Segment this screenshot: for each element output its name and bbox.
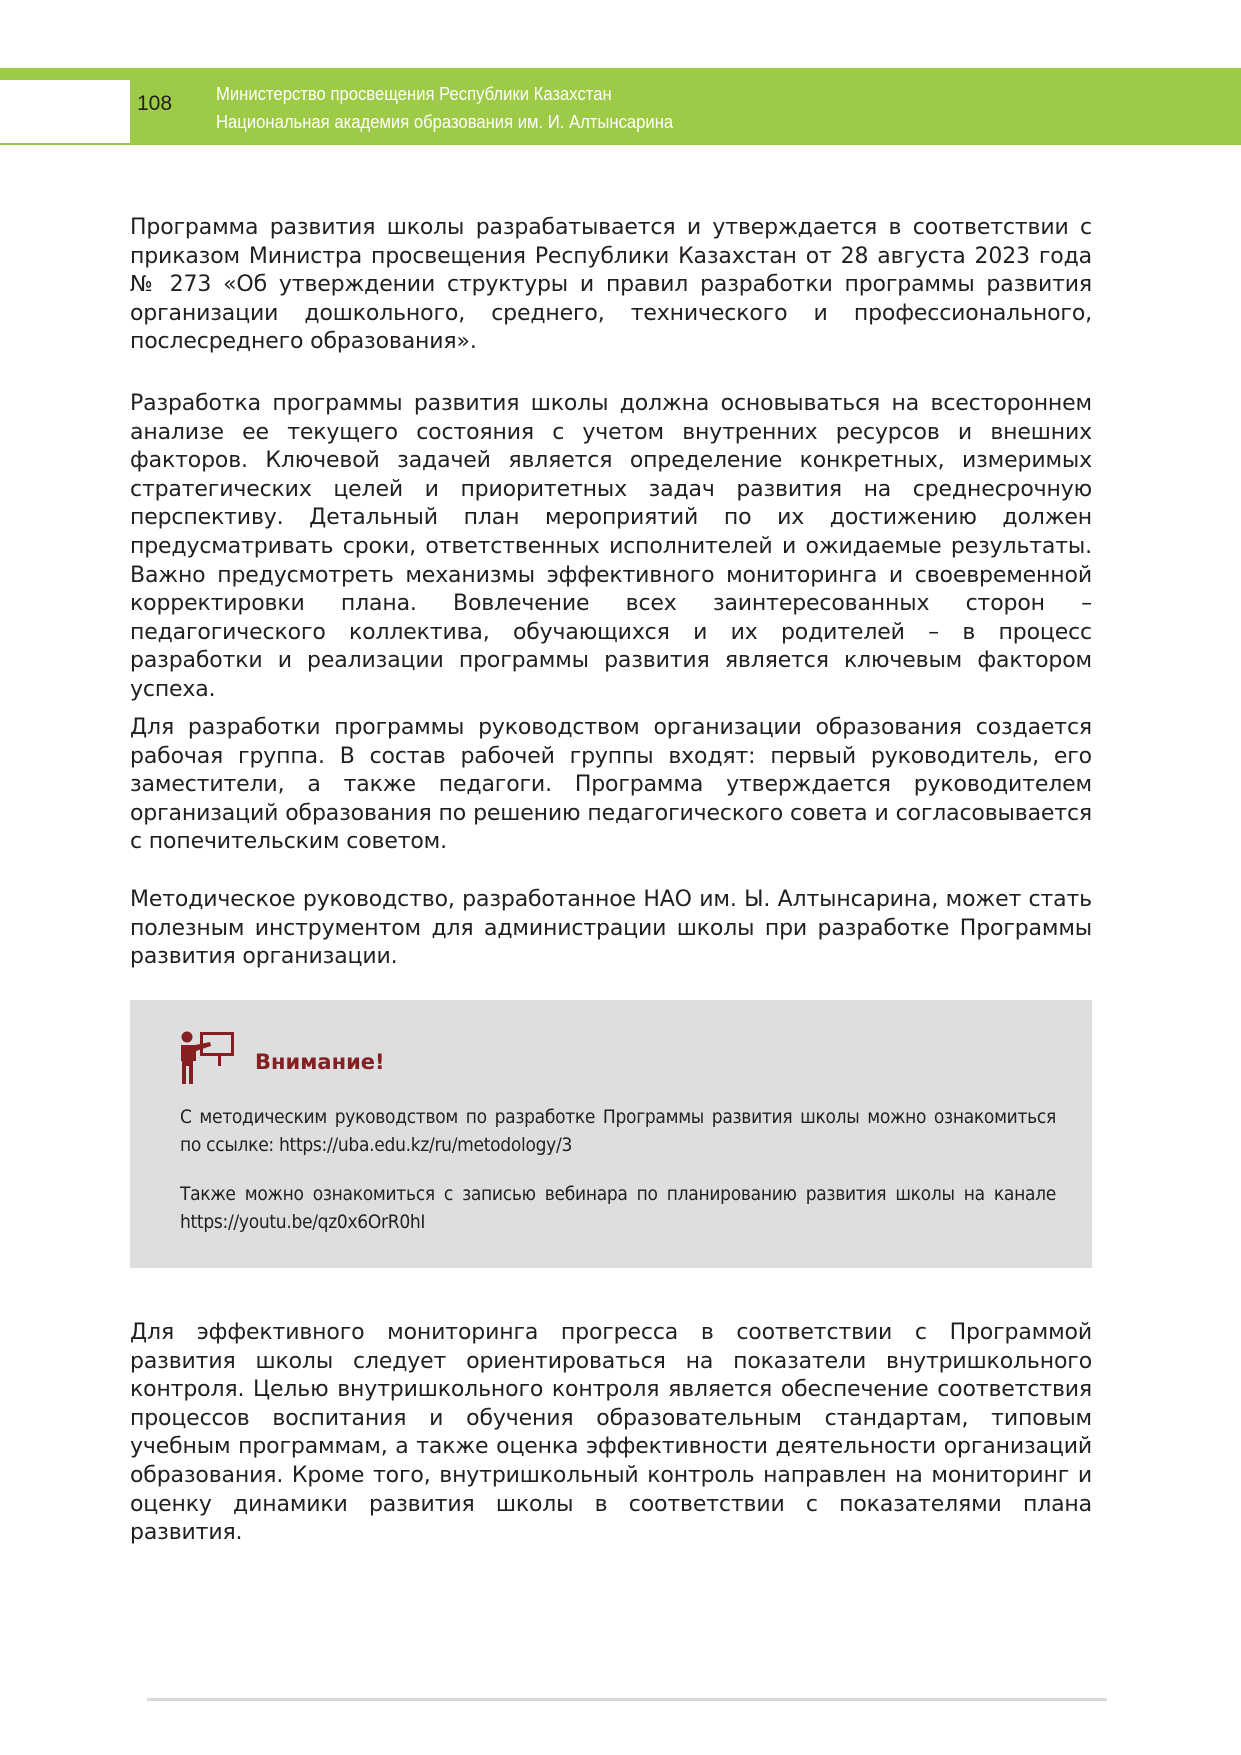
paragraph-3: Для разработки программы руководством организации образования создается рабочая группа. В состав рабочей группы входят: первый руководитель, его заместители, а также педагоги. Программа утверждается руководителем организаций образования по решению педагогического совета и согласовывается с попечительским советом. bbox=[130, 715, 1092, 855]
notice-title: Внимание! bbox=[255, 1050, 385, 1074]
paragraph-2: Разработка программы развития школы должна основываться на всестороннем анализе ее текущего состояния с учетом внутренних ресурсов и внешних факторов. Ключевой задачей является определение конкретных, измеримых стратегических целей и приоритетных задач развития на среднесрочную перспективу. Детальный план мероприятий по их достижению должен предусматривать сроки, ответственных исполнителей и ожидаемые результаты. Важно предусмотреть механизмы эффективного мониторинга и своевременной корректировки плана. Вовлечение всех заинтересованных сторон – педагогического коллектива, обучающихся и их родителей – в процесс разработки и реализации программы развития является ключевым фактором успеха. bbox=[130, 391, 1092, 702]
paragraph-4: Методическое руководство, разработанное НАО им. Ы. Алтынсарина, может стать полезным инструментом для администрации школы при разработке Программы развития организации. bbox=[130, 887, 1092, 970]
running-header bbox=[216, 80, 673, 136]
page-number: 108 bbox=[137, 92, 173, 115]
notice-box bbox=[130, 1000, 1092, 1268]
page-number-box bbox=[0, 80, 130, 143]
teacher-at-board-icon bbox=[178, 1030, 236, 1084]
notice-text-methodology: С методическим руководством по разработке Программы развития школы можно ознакомиться по ссылке: https://uba.edu.kz/ru/metodology/3 bbox=[180, 1106, 1056, 1156]
notice-text-webinar: Также можно ознакомиться с записью вебинара по планированию развития школы на канале https://youtu.be/qz0x6OrR0hI bbox=[180, 1183, 1056, 1233]
paragraph-5: Для эффективного мониторинга прогресса в соответствии с Программой развития школы следует ориентироваться на показатели внутришкольного контроля. Целью внутришкольного контроля является обеспечение соответствия процессов воспитания и обучения образовательным стандартам, типовым учебным программам, а также оценка эффективности деятельности организаций образования. Кроме того, внутришкольный контроль направлен на мониторинг и оценку динамики развития школы в соответствии с показателями плана развития. bbox=[130, 1320, 1092, 1546]
footer-rule bbox=[147, 1698, 1107, 1701]
paragraph-1: Программа развития школы разрабатывается и утверждается в соответствии с приказом Министра просвещения Республики Казахстан от 28 августа 2023 года № 273 «Об утверждении структуры и правил разработки программы развития организации дошкольного, среднего, технического и профессионального, послесреднего образования». bbox=[130, 215, 1092, 355]
header-ministry: Министерство просвещения Республики Казахстан bbox=[216, 83, 612, 104]
header-academy: Национальная академия образования им. И. Алтынсарина bbox=[216, 111, 674, 132]
